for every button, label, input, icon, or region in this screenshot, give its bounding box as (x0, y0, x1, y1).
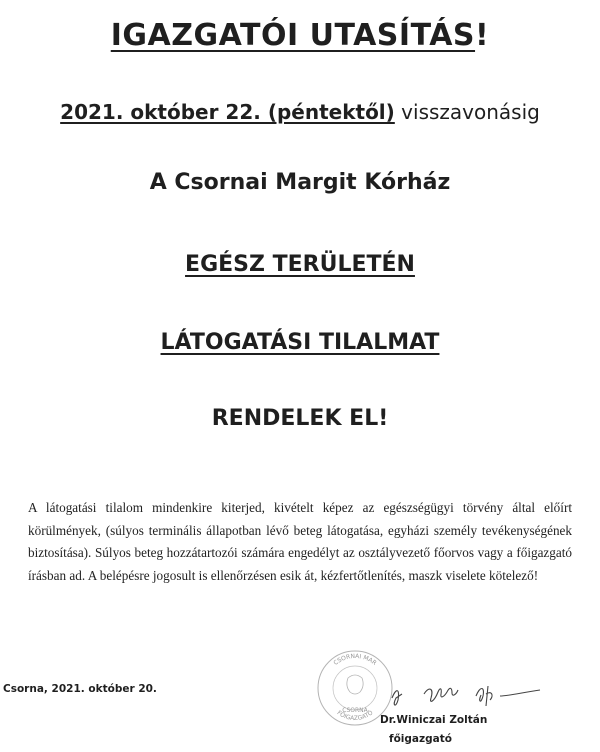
hospital-name: A Csornai Margit Kórház (149, 170, 451, 195)
order-line-scope: EGÉSZ TERÜLETÉN (185, 252, 415, 277)
order-line-ban: LÁTOGATÁSI TILALMAT (160, 330, 440, 355)
order-line-decree: RENDELEK EL! (211, 406, 389, 431)
title-exclamation: ! (475, 18, 490, 53)
until-revoked: visszavonásig (394, 100, 540, 124)
body-paragraph: A látogatási tilalom mindenkire kiterjed, kivételt képez az egészségügyi törvény által előírt körülmények, (súlyos terminális állapotban lévő beteg látogatása, egyházi személy tevékenységének biztosítása). Súlyos beteg hozzátartozói számára engedélyt az osztályvezető főorvos vagy a főigazgató írásban ad. A belépésre jogosult is ellenőrzésen esik át, kézfertőtlenítés, maszk viselete kötelező! (28, 500, 572, 583)
signer-name: Dr.Winiczai Zoltán (380, 714, 488, 726)
title-text: IGAZGATÓI UTASÍTÁS (110, 18, 476, 53)
stamp-top-text: CSORNAI MAR (332, 652, 378, 667)
stamp-bottom-text: FŐIGAZGATÓ (335, 709, 375, 723)
place-and-date: Csorna, 2021. október 20. (3, 683, 157, 695)
signature (388, 676, 553, 716)
date-line (0, 100, 600, 124)
signer-title: főigazgató (389, 733, 452, 745)
document-title (0, 18, 600, 53)
stamp-city: CSORNA (342, 707, 368, 714)
start-date: 2021. október 22. (péntektől) (60, 100, 395, 124)
